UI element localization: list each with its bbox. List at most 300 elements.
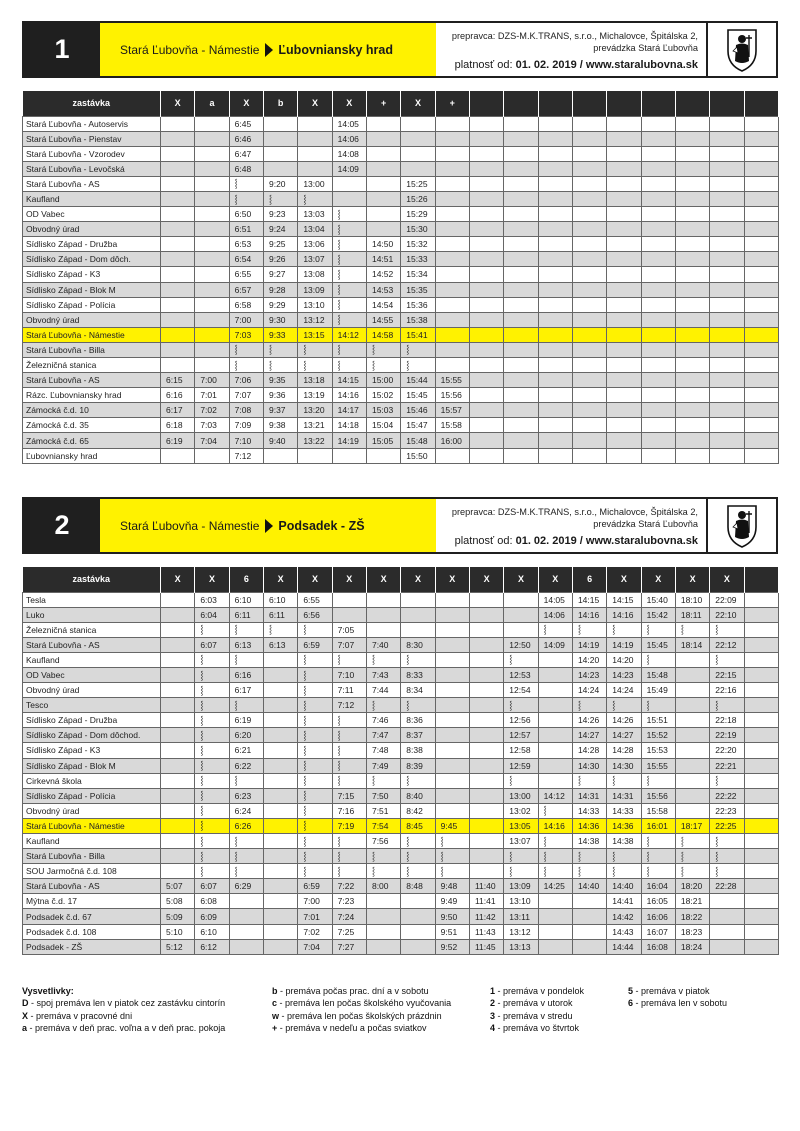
departure-time: 14:44 — [607, 939, 641, 954]
departure-time: 7:48 — [366, 743, 400, 758]
stop-name: Tesla — [23, 592, 161, 607]
departure-time — [744, 894, 778, 909]
departure-time — [366, 448, 400, 463]
departure-time — [675, 713, 709, 728]
departure-time: 7:51 — [366, 803, 400, 818]
departure-time: 13:10 — [298, 297, 332, 312]
departure-time: ⸾ — [538, 864, 572, 879]
departure-time — [710, 433, 744, 448]
stop-name: Stará Ľubovňa - Námestie — [23, 327, 161, 342]
departure-time — [572, 282, 606, 297]
legend-item — [272, 1010, 451, 1022]
departure-time: 14:38 — [572, 834, 606, 849]
departure-time: 6:18 — [161, 418, 195, 433]
departure-time — [435, 743, 469, 758]
departure-time — [161, 282, 195, 297]
departure-time: ⸾ — [366, 342, 400, 357]
departure-time — [572, 116, 606, 131]
departure-time: 15:38 — [401, 312, 435, 327]
departure-time: 16:08 — [641, 939, 675, 954]
column-header-stop: zastávka — [23, 567, 161, 592]
departure-time — [469, 713, 503, 728]
departure-time: ⸾ — [229, 358, 263, 373]
departure-time — [572, 433, 606, 448]
validity-value: 01. 02. 2019 / www.staralubovna.sk — [515, 534, 698, 547]
departure-time: ⸾ — [641, 773, 675, 788]
departure-time — [366, 131, 400, 146]
timetable-section-line-1 — [22, 21, 778, 464]
departure-time: 13:04 — [298, 222, 332, 237]
departure-time: 9:24 — [263, 222, 297, 237]
table-row — [23, 713, 779, 728]
departure-time — [195, 297, 229, 312]
departure-time — [504, 388, 538, 403]
departure-time — [161, 834, 195, 849]
departure-time: 14:23 — [572, 667, 606, 682]
departure-time — [263, 849, 297, 864]
departure-time — [469, 237, 503, 252]
departure-time — [607, 161, 641, 176]
departure-time — [572, 418, 606, 433]
departure-time — [504, 592, 538, 607]
departure-time — [263, 834, 297, 849]
departure-time — [744, 667, 778, 682]
table-row — [23, 297, 779, 312]
departure-time: ⸾ — [332, 222, 366, 237]
stop-name: Zámocká č.d. 10 — [23, 403, 161, 418]
departure-time — [538, 161, 572, 176]
legend-text: - premáva v stredu — [495, 1010, 573, 1021]
departure-time — [572, 358, 606, 373]
legend-item — [272, 1022, 451, 1034]
departure-time: 22:12 — [710, 637, 744, 652]
column-header: X — [607, 567, 641, 592]
departure-time: 8:45 — [401, 818, 435, 833]
departure-time — [572, 342, 606, 357]
departure-time: 7:09 — [229, 418, 263, 433]
departure-time — [675, 237, 709, 252]
departure-time — [504, 327, 538, 342]
departure-time — [504, 403, 538, 418]
departure-time — [195, 342, 229, 357]
column-header: X — [641, 567, 675, 592]
departure-time: 14:26 — [607, 713, 641, 728]
departure-time — [538, 909, 572, 924]
departure-time: 6:17 — [161, 403, 195, 418]
validity-prefix: platnosť od: — [454, 534, 516, 547]
departure-time — [263, 758, 297, 773]
departure-time — [401, 116, 435, 131]
departure-time — [710, 327, 744, 342]
departure-time: 16:05 — [641, 894, 675, 909]
departure-time: 6:26 — [229, 818, 263, 833]
stop-name: Sídlisko Západ - Blok M — [23, 758, 161, 773]
departure-time — [435, 237, 469, 252]
departure-time: 5:09 — [161, 909, 195, 924]
route-title — [100, 23, 436, 76]
departure-time — [504, 282, 538, 297]
departure-time: 6:13 — [229, 637, 263, 652]
departure-time: 13:12 — [298, 312, 332, 327]
departure-time: 6:20 — [229, 728, 263, 743]
town-crest-icon — [706, 499, 776, 552]
departure-time — [710, 191, 744, 206]
departure-time: 6:16 — [161, 388, 195, 403]
stop-name: Mýtna č.d. 17 — [23, 894, 161, 909]
departure-time: 8:42 — [401, 803, 435, 818]
departure-time — [641, 146, 675, 161]
departure-time — [641, 176, 675, 191]
departure-time: ⸾ — [332, 864, 366, 879]
departure-time — [607, 267, 641, 282]
departure-time: ⸾ — [298, 758, 332, 773]
table-row — [23, 207, 779, 222]
departure-time — [572, 222, 606, 237]
table-header-row — [23, 91, 779, 116]
departure-time: 12:57 — [504, 728, 538, 743]
departure-time — [366, 607, 400, 622]
departure-time: 7:05 — [332, 622, 366, 637]
departure-time — [607, 433, 641, 448]
departure-time — [572, 327, 606, 342]
departure-time — [469, 297, 503, 312]
stop-name: Stará Ľubovňa - AS — [23, 637, 161, 652]
departure-time — [469, 373, 503, 388]
departure-time: 22:22 — [710, 788, 744, 803]
validity — [442, 59, 698, 71]
departure-time: 7:49 — [366, 758, 400, 773]
departure-time: ⸾ — [195, 683, 229, 698]
stop-name: Tesco — [23, 698, 161, 713]
departure-time — [332, 592, 366, 607]
table-row — [23, 161, 779, 176]
departure-time: 13:18 — [298, 373, 332, 388]
departure-time: ⸾ — [195, 728, 229, 743]
departure-time — [298, 146, 332, 161]
departure-time: ⸾ — [538, 622, 572, 637]
departure-time: ⸾ — [401, 773, 435, 788]
departure-time — [504, 222, 538, 237]
departure-time: 14:40 — [607, 879, 641, 894]
departure-time — [263, 131, 297, 146]
column-header — [538, 91, 572, 116]
departure-time — [744, 222, 778, 237]
departure-time: ⸾ — [710, 834, 744, 849]
departure-time — [607, 237, 641, 252]
departure-time — [572, 146, 606, 161]
departure-time — [607, 448, 641, 463]
legend-text: - premáva v nedeľu a počas sviatkov — [277, 1023, 427, 1034]
departure-time — [710, 373, 744, 388]
departure-time — [538, 131, 572, 146]
departure-time: ⸾ — [298, 803, 332, 818]
departure-time — [366, 894, 400, 909]
departure-time — [538, 237, 572, 252]
departure-time: 15:32 — [401, 237, 435, 252]
departure-time: 14:12 — [538, 788, 572, 803]
departure-time: ⸾ — [401, 834, 435, 849]
departure-time: ⸾ — [710, 849, 744, 864]
departure-time — [263, 698, 297, 713]
stop-name: Sídlisko Západ - Družba — [23, 237, 161, 252]
departure-time — [469, 191, 503, 206]
departure-time — [161, 728, 195, 743]
departure-time — [641, 342, 675, 357]
table-header-row — [23, 567, 779, 592]
departure-time: 6:12 — [195, 939, 229, 954]
legend-item — [628, 997, 727, 1009]
departure-time: ⸾ — [607, 698, 641, 713]
departure-time — [366, 924, 400, 939]
legend-item — [490, 1022, 584, 1034]
departure-time — [607, 373, 641, 388]
departure-time: 15:34 — [401, 267, 435, 282]
departure-time — [710, 237, 744, 252]
departure-time: 7:02 — [195, 403, 229, 418]
column-header: X — [263, 567, 297, 592]
departure-time — [366, 622, 400, 637]
legend-key: c — [272, 998, 278, 1009]
departure-time — [469, 176, 503, 191]
departure-time — [504, 237, 538, 252]
departure-time — [538, 758, 572, 773]
departure-time: ⸾ — [298, 773, 332, 788]
departure-time: ⸾ — [538, 834, 572, 849]
departure-time: 6:10 — [229, 592, 263, 607]
departure-time: ⸾ — [332, 834, 366, 849]
departure-time: ⸾ — [607, 622, 641, 637]
departure-time — [572, 131, 606, 146]
departure-time: 12:56 — [504, 713, 538, 728]
departure-time: ⸾ — [298, 864, 332, 879]
departure-time: ⸾ — [710, 864, 744, 879]
departure-time — [572, 161, 606, 176]
departure-time — [744, 592, 778, 607]
departure-time — [675, 433, 709, 448]
departure-time: 6:24 — [229, 803, 263, 818]
departure-time — [263, 909, 297, 924]
departure-time — [538, 667, 572, 682]
departure-time: 7:03 — [229, 327, 263, 342]
departure-time — [572, 388, 606, 403]
departure-time: 11:45 — [469, 939, 503, 954]
column-header: X — [332, 91, 366, 116]
departure-time — [538, 433, 572, 448]
departure-time — [710, 358, 744, 373]
table-row — [23, 388, 779, 403]
departure-time — [538, 176, 572, 191]
departure-time: 12:53 — [504, 667, 538, 682]
departure-time: 5:08 — [161, 894, 195, 909]
departure-time — [641, 161, 675, 176]
departure-time: 12:58 — [504, 743, 538, 758]
table-row — [23, 758, 779, 773]
legend-key: X — [22, 1010, 29, 1021]
departure-time — [710, 312, 744, 327]
column-header: X — [435, 567, 469, 592]
departure-time: ⸾ — [298, 713, 332, 728]
column-header: X — [710, 567, 744, 592]
departure-time — [572, 403, 606, 418]
stop-name: Sídlisko Západ - Blok M — [23, 282, 161, 297]
departure-time: 15:56 — [641, 788, 675, 803]
column-header: X — [298, 567, 332, 592]
legend-key: 4 — [490, 1023, 496, 1034]
departure-time — [744, 758, 778, 773]
stop-name: Podsadek č.d. 67 — [23, 909, 161, 924]
departure-time — [744, 743, 778, 758]
departure-time — [607, 297, 641, 312]
departure-time: 14:25 — [538, 879, 572, 894]
departure-time: 18:10 — [675, 592, 709, 607]
departure-time — [641, 252, 675, 267]
departure-time: 8:34 — [401, 683, 435, 698]
table-row — [23, 849, 779, 864]
table-row — [23, 358, 779, 373]
departure-time: 14:20 — [572, 652, 606, 667]
departure-time — [161, 637, 195, 652]
departure-time: 16:06 — [641, 909, 675, 924]
departure-time — [469, 698, 503, 713]
departure-time: 9:38 — [263, 418, 297, 433]
table-row — [23, 252, 779, 267]
departure-time: 7:16 — [332, 803, 366, 818]
departure-time: 8:36 — [401, 713, 435, 728]
departure-time: 14:36 — [607, 818, 641, 833]
departure-time: 7:04 — [195, 433, 229, 448]
departure-time: ⸾ — [195, 652, 229, 667]
table-row — [23, 131, 779, 146]
departure-time — [435, 698, 469, 713]
departure-time: 15:57 — [435, 403, 469, 418]
departure-time: ⸾ — [641, 864, 675, 879]
departure-time: ⸾ — [195, 622, 229, 637]
departure-time — [538, 773, 572, 788]
departure-time — [744, 161, 778, 176]
departure-time: 9:36 — [263, 388, 297, 403]
stop-name: Podsadek č.d. 108 — [23, 924, 161, 939]
stop-name: Stará Ľubovňa - Autoservis — [23, 116, 161, 131]
timetable-table — [22, 91, 779, 464]
table-row — [23, 146, 779, 161]
departure-time — [401, 607, 435, 622]
departure-time — [469, 607, 503, 622]
stop-name: Stará Ľubovňa - Vzorodev — [23, 146, 161, 161]
departure-time: 7:19 — [332, 818, 366, 833]
departure-time: ⸾ — [332, 849, 366, 864]
departure-time — [607, 252, 641, 267]
departure-time: ⸾ — [332, 312, 366, 327]
departure-time — [675, 728, 709, 743]
departure-time — [744, 864, 778, 879]
departure-time — [435, 191, 469, 206]
departure-time: 7:24 — [332, 909, 366, 924]
departure-time — [469, 388, 503, 403]
column-header: X — [332, 567, 366, 592]
departure-time — [161, 773, 195, 788]
departure-time — [435, 622, 469, 637]
departure-time: 6:10 — [263, 592, 297, 607]
departure-time — [435, 327, 469, 342]
departure-time — [469, 161, 503, 176]
legend-item — [490, 1010, 584, 1022]
departure-time — [538, 683, 572, 698]
departure-time — [710, 939, 744, 954]
departure-time: 6:54 — [229, 252, 263, 267]
departure-time — [744, 909, 778, 924]
departure-time — [675, 222, 709, 237]
departure-time: ⸾ — [195, 713, 229, 728]
legend-column — [628, 985, 727, 1010]
departure-time: 8:00 — [366, 879, 400, 894]
table-row — [23, 622, 779, 637]
departure-time: ⸾ — [298, 667, 332, 682]
departure-time — [744, 849, 778, 864]
departure-time — [332, 191, 366, 206]
stop-name: Sídlisko Západ - Dom dôchod. — [23, 728, 161, 743]
departure-time: 14:38 — [607, 834, 641, 849]
legend-item — [22, 1022, 225, 1034]
departure-time: 6:16 — [229, 667, 263, 682]
departure-time — [675, 667, 709, 682]
departure-time — [435, 773, 469, 788]
departure-time — [332, 448, 366, 463]
departure-time — [538, 924, 572, 939]
departure-time: 14:51 — [366, 252, 400, 267]
departure-time: ⸾ — [435, 864, 469, 879]
departure-time — [298, 131, 332, 146]
departure-time: ⸾ — [504, 652, 538, 667]
departure-time — [675, 418, 709, 433]
departure-time: ⸾ — [366, 773, 400, 788]
departure-time — [607, 327, 641, 342]
departure-time: 15:46 — [401, 403, 435, 418]
departure-time — [263, 667, 297, 682]
departure-time — [161, 116, 195, 131]
departure-time — [675, 788, 709, 803]
departure-time: 14:09 — [538, 637, 572, 652]
departure-time: 7:02 — [298, 924, 332, 939]
departure-time — [366, 222, 400, 237]
departure-time: 22:18 — [710, 713, 744, 728]
departure-time: 14:42 — [607, 909, 641, 924]
departure-time: 15:03 — [366, 403, 400, 418]
stop-name: Cirkevná škola — [23, 773, 161, 788]
departure-time: 13:13 — [504, 939, 538, 954]
departure-time — [469, 252, 503, 267]
departure-time — [744, 327, 778, 342]
legend-column — [272, 985, 451, 1035]
operator-branch: prevádzka Stará Ľubovňa — [593, 519, 698, 530]
departure-time: ⸾ — [572, 698, 606, 713]
departure-time: 14:28 — [572, 743, 606, 758]
departure-time: ⸾ — [229, 773, 263, 788]
departure-time: ⸾ — [332, 237, 366, 252]
departure-time: 22:21 — [710, 758, 744, 773]
departure-time — [675, 652, 709, 667]
table-row — [23, 282, 779, 297]
departure-time: ⸾ — [332, 713, 366, 728]
departure-time: ⸾ — [298, 358, 332, 373]
departure-time — [504, 191, 538, 206]
departure-time: ⸾ — [401, 342, 435, 357]
departure-time — [263, 713, 297, 728]
table-row — [23, 403, 779, 418]
departure-time: ⸾ — [229, 864, 263, 879]
departure-time: 7:43 — [366, 667, 400, 682]
departure-time — [469, 758, 503, 773]
departure-time: 7:12 — [332, 698, 366, 713]
